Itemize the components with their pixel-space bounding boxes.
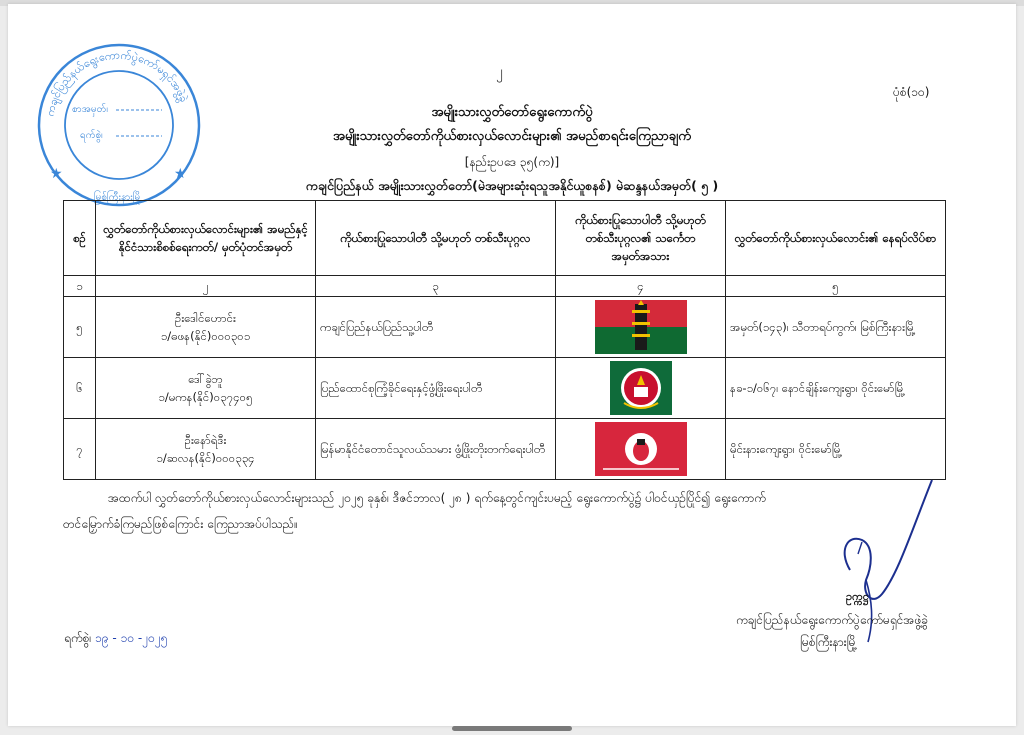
date-value: ၁၉ - ၁၀ -၂၀၂၅ <box>95 631 168 645</box>
column-number: ၅ <box>726 276 946 297</box>
date-line <box>64 630 168 648</box>
header-party-symbol: ကိုယ်စားပြုသောပါတီ သို့မဟုတ် တစ်သီးပုဂ္ဂလ၏ သင်္ကေတအမှတ်အသား <box>556 201 726 276</box>
signatory-place: မြစ်ကြီးနားမြို့ <box>800 635 858 649</box>
page-number: ၂ <box>496 64 503 80</box>
table-row <box>64 358 946 419</box>
form-number: ပုံစံ(၁၀) <box>893 85 930 99</box>
table-row <box>64 419 946 480</box>
stamp-org-text: ကချင်ပြည်နယ်ရွေးကောက်ပွဲကော်မရှင်အဖွဲ့ခွဲ <box>43 48 191 118</box>
column-number: ၂ <box>96 276 316 297</box>
symbol-cell <box>556 358 726 419</box>
symbol-cell <box>556 419 726 480</box>
party-name: ကချင်ပြည်နယ်ပြည်သူ့ပါတီ <box>316 297 556 358</box>
candidate-cell <box>96 419 316 480</box>
home-indicator[interactable] <box>452 726 572 731</box>
row-serial: ၆ <box>64 358 96 419</box>
header-address: လွှတ်တော်ကိုယ်စားလှယ်လောင်း၏ နေရပ်လိပ်စာ <box>726 201 946 276</box>
candidate-table <box>63 200 946 480</box>
candidate-id: ၁/ဆလန(နိုင်)၀၀၀၃၃၄ <box>156 451 255 465</box>
candidate-name: ဦးနော်ရဲဒီး <box>184 433 227 447</box>
date-label: ရက်စွဲ၊ <box>64 631 92 645</box>
closing-statement-line-1: အထက်ပါ လွှတ်တော်ကိုယ်စားလှယ်လောင်းများသည် ၂၀၂၅ ခုနှစ်၊ ဒီဇင်ဘာလ( ၂၈ ) ရက်နေ့တွင်ကျင်းပမည့် ရွေးကောက်ပွဲ၌ ပါဝင်ယှဉ်ပြိုင်၍ ရွေးကောက် <box>108 491 766 505</box>
document-page <box>8 4 1016 726</box>
header-party: ကိုယ်စားပြုသောပါတီ သို့မဟုတ် တစ်သီးပုဂ္ဂလ <box>316 201 556 276</box>
party-name: မြန်မာနိုင်ငံတောင်သူလယ်သမား ဖွံ့ဖြိုးတိုးတက်ရေးပါတီ <box>316 419 556 480</box>
address: နခ-၁/၀၆၇၊ နောင်ချိန်းကျေးရွာ၊ ဝိုင်းမော်မြို့ <box>726 358 946 419</box>
stamp-star-left-icon: ★ <box>50 166 63 182</box>
candidate-name: ဦးဒေါင်ဟောင်း <box>175 311 236 325</box>
address: အမှတ်(၁၄၃)၊ သီတာရပ်ကွက်၊ မြစ်ကြီးနားမြို့ <box>726 297 946 358</box>
constituency-heading: ကချင်ပြည်နယ် အမျိုးသားလွှတ်တော်(မဲအများဆုံးရသူအနိုင်ယူစနစ်) မဲဆန္ဒနယ်အမှတ်( ၅ ) <box>305 178 719 193</box>
party-name: ပြည်ထောင်စုကြံ့ခိုင်ရေးနှင့်ဖွံ့ဖြိုးရေးပါတီ <box>316 358 556 419</box>
stamp-date-label: ရက်စွဲ၊ <box>80 130 103 141</box>
table-header-row <box>64 201 946 276</box>
signatory-organization: ကချင်ပြည်နယ်ရွေးကောက်ပွဲကော်မရှင်အဖွဲ့ခွဲ <box>736 613 929 627</box>
candidate-id: ၁/မကန(နိုင်)၀၃၇၄၀၅ <box>158 390 253 404</box>
candidate-cell <box>96 358 316 419</box>
candidate-name: ဒေါ်ခွဲဘူ <box>188 372 223 386</box>
header-candidate-name: လွှတ်တော်ကိုယ်စားလှယ်လောင်းများ၏ အမည်နှင့် နိုင်ငံသားစိစစ်ရေးကတ်/ မှတ်ပုံတင်အမှတ် <box>96 201 316 276</box>
stamp-star-right-icon: ★ <box>174 166 187 182</box>
candidate-cell <box>96 297 316 358</box>
signatory-title: ဥက္ကဋ္ဌ <box>846 590 869 603</box>
column-number: ၃ <box>316 276 556 297</box>
column-number-row <box>64 276 946 297</box>
candidate-id: ၁/ဓဖန(နိုင်)၀၀၀၃၀၁ <box>160 329 251 343</box>
rule-reference: [နည်းဥပဒေ ၃၅(က)] <box>464 155 560 169</box>
column-number: ၁ <box>64 276 96 297</box>
row-serial: ၇ <box>64 419 96 480</box>
table-row <box>64 297 946 358</box>
stamp-city-text: မြစ်ကြီးနားမြို့ <box>94 192 142 203</box>
title-line-1: အမျိုးသားလွှတ်တော်ရွေးကောက်ပွဲ <box>431 105 593 120</box>
usdp-flag-icon <box>610 361 672 415</box>
myanmar-farmers-development-party-flag-icon <box>595 422 687 476</box>
title-line-2: အမျိုးသားလွှတ်တော်ကိုယ်စားလှယ်လောင်းများ၏ အမည်စာရင်းကြေညာချက် <box>333 129 691 144</box>
symbol-cell <box>556 297 726 358</box>
address: မိုင်းနားကျေးရွာ၊ ဝိုင်းမော်မြို့ <box>726 419 946 480</box>
header-serial: စဉ် <box>64 201 96 276</box>
column-number: ၄ <box>556 276 726 297</box>
stamp-no-label: စာအမှတ်၊ <box>72 104 108 115</box>
row-serial: ၅ <box>64 297 96 358</box>
closing-statement-line-2: တင်မြှောက်ခံကြမည်ဖြစ်ကြောင်း ကြေညာအပ်ပါသည်။ <box>63 517 298 531</box>
kachin-state-peoples-party-flag-icon <box>595 300 687 354</box>
